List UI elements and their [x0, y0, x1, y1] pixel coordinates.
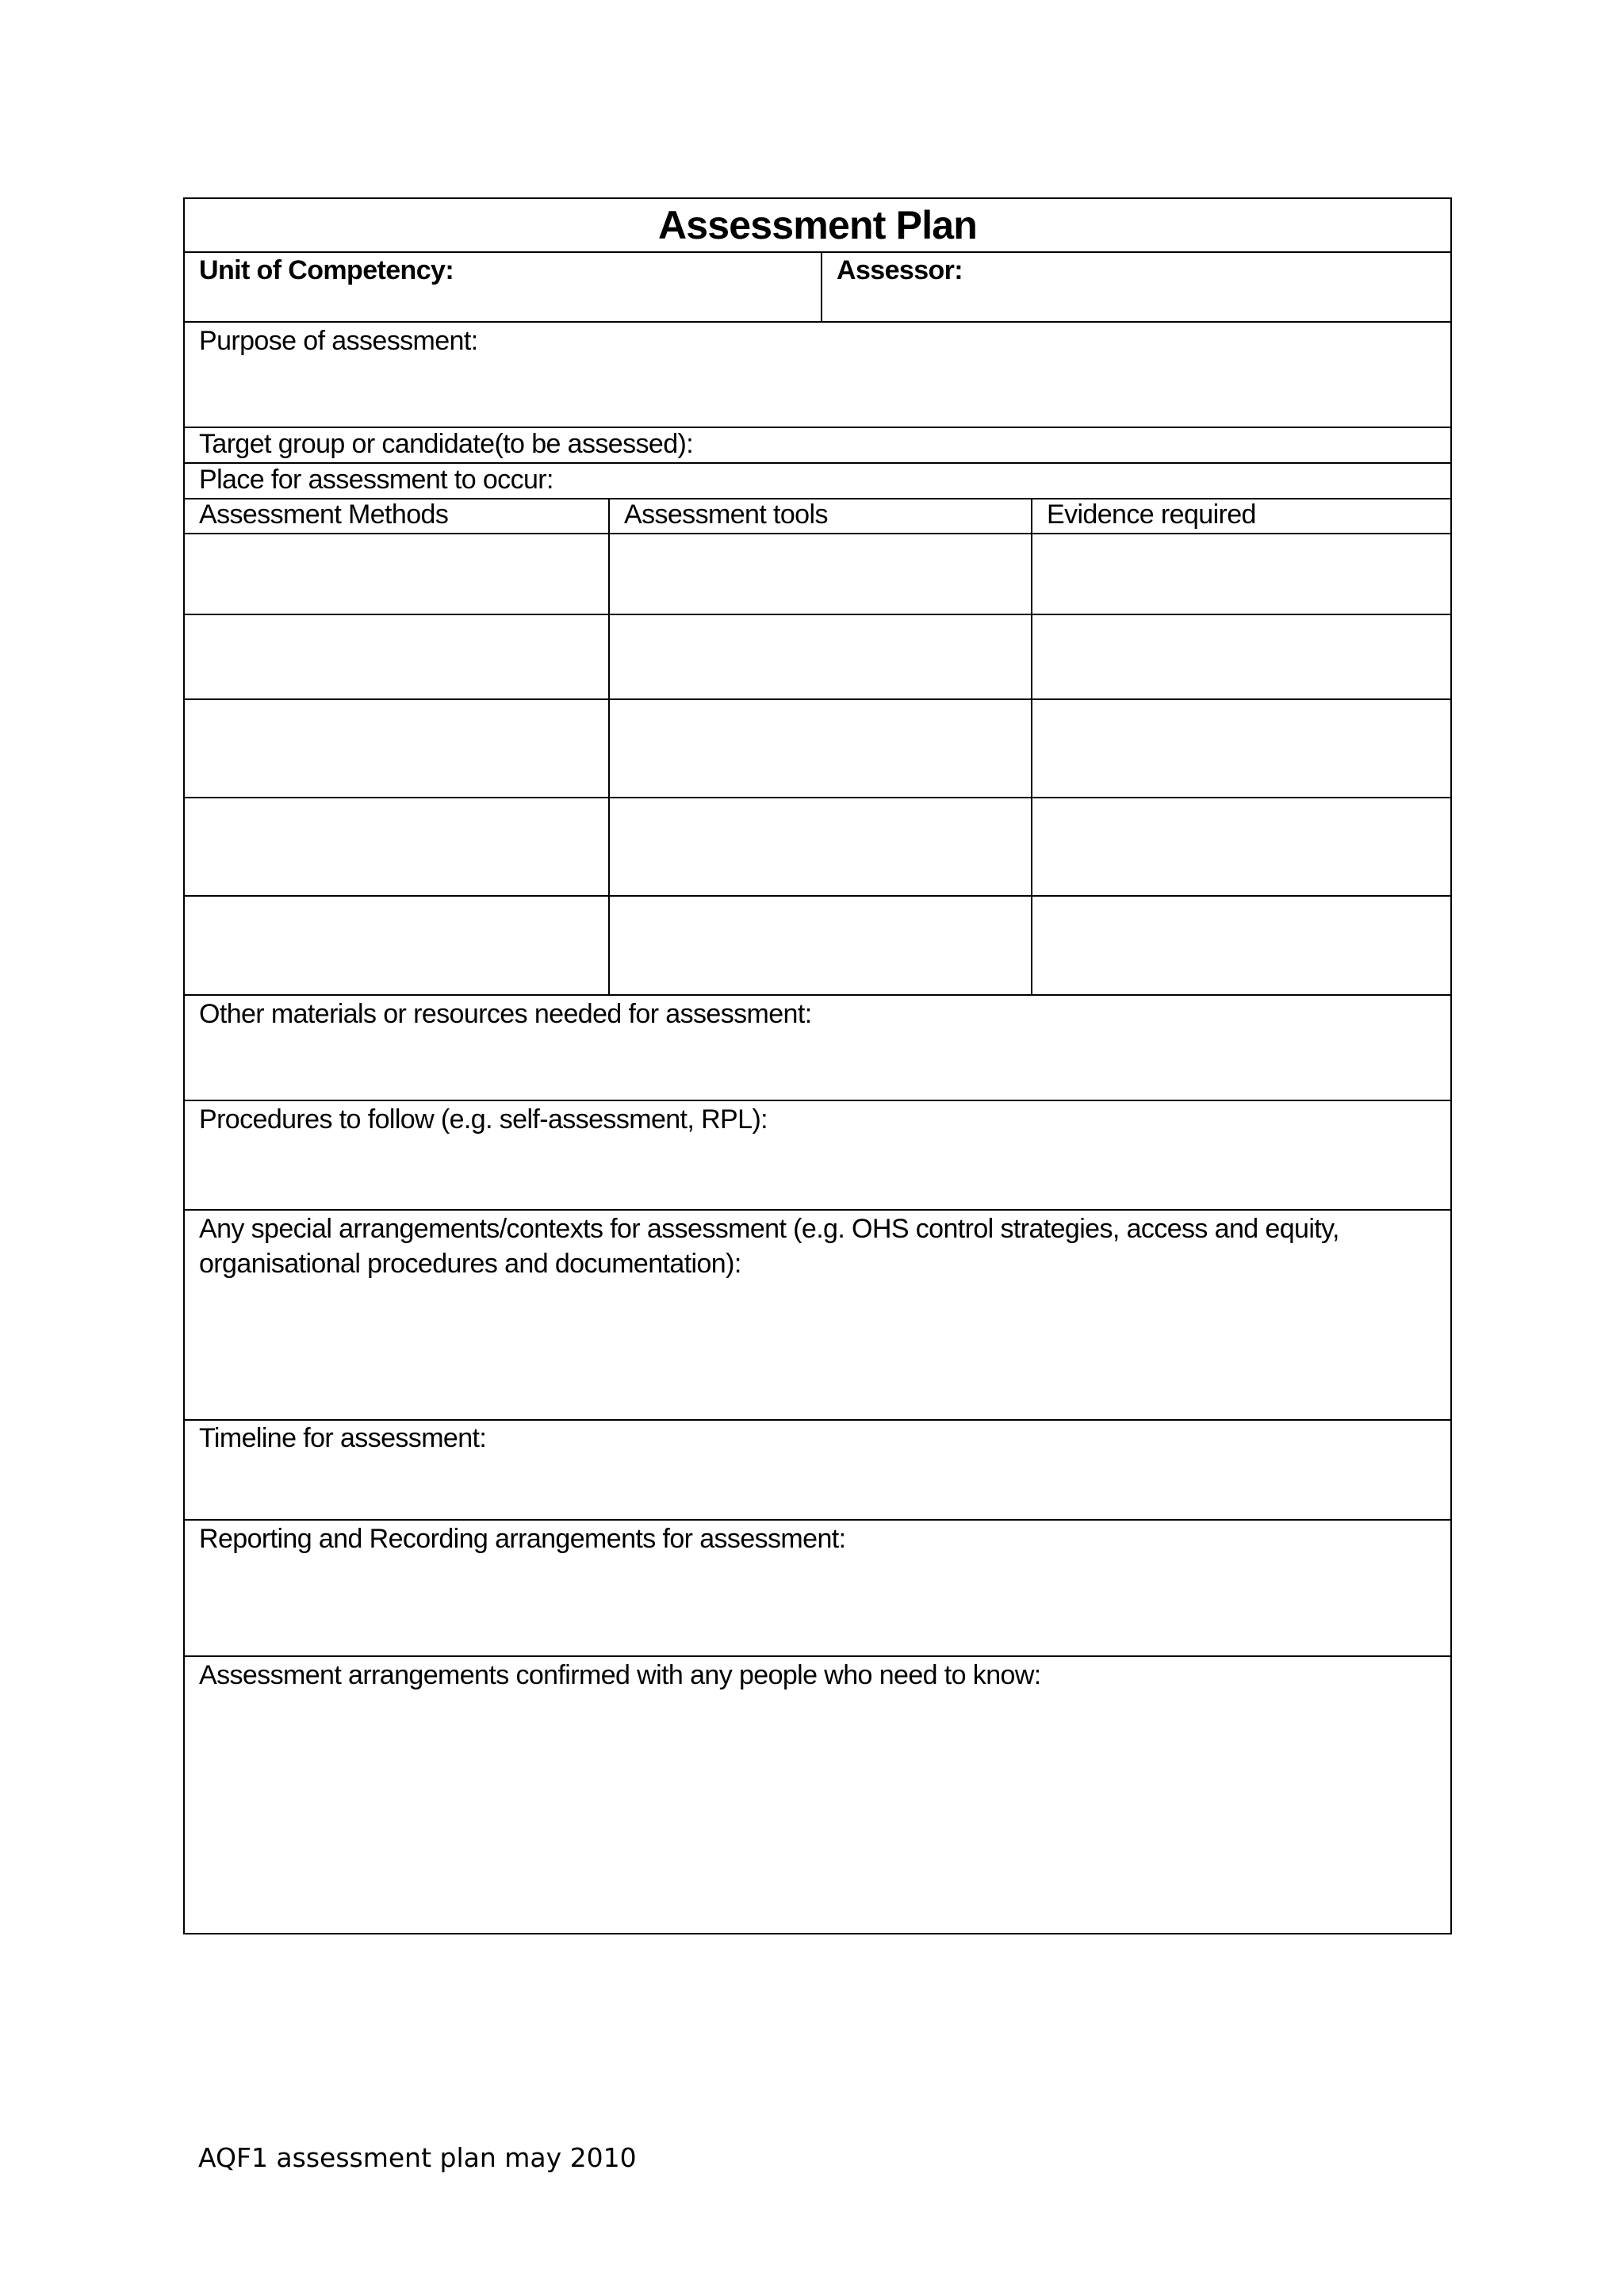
purpose-field[interactable]: [185, 321, 1450, 427]
evidence-cell[interactable]: [1031, 615, 1450, 698]
form-title: Assessment Plan: [657, 203, 978, 247]
column-header-evidence: Evidence required: [1031, 499, 1450, 533]
assessor-label: Assessor:: [837, 255, 963, 285]
target-group-field[interactable]: [185, 427, 1450, 462]
methods-table-header: [185, 498, 1450, 533]
tools-cell[interactable]: [608, 700, 1031, 797]
timeline-label: Timeline for assessment:: [199, 1423, 487, 1453]
methods-cell[interactable]: [185, 798, 608, 895]
table-row: [185, 533, 1450, 614]
purpose-label: Purpose of assessment:: [199, 326, 478, 356]
special-arrangements-label: Any special arrangements/contexts for assessment (e.g. OHS control strategies, access and equity, organisational procedures and documentation):: [199, 1214, 1339, 1279]
timeline-field[interactable]: [185, 1419, 1450, 1519]
unit-of-competency-field[interactable]: [185, 253, 821, 321]
unit-assessor-row: [185, 251, 1450, 321]
table-row: [185, 797, 1450, 895]
reporting-field[interactable]: [185, 1519, 1450, 1655]
title-row: [185, 199, 1450, 251]
special-arrangements-field[interactable]: [185, 1209, 1450, 1419]
table-row: [185, 698, 1450, 797]
evidence-cell[interactable]: [1031, 798, 1450, 895]
procedures-label: Procedures to follow (e.g. self-assessment, RPL):: [199, 1104, 768, 1135]
other-materials-field[interactable]: [185, 994, 1450, 1100]
arrangements-confirmed-label: Assessment arrangements confirmed with any people who need to know:: [199, 1660, 1041, 1690]
procedures-field[interactable]: [185, 1100, 1450, 1209]
tools-cell[interactable]: [608, 897, 1031, 994]
evidence-cell[interactable]: [1031, 534, 1450, 614]
table-row: [185, 614, 1450, 698]
page-footer: AQF1 assessment plan may 2010: [198, 2142, 637, 2173]
other-materials-label: Other materials or resources needed for assessment:: [199, 999, 812, 1029]
methods-cell[interactable]: [185, 615, 608, 698]
tools-cell[interactable]: [608, 534, 1031, 614]
column-header-methods: Assessment Methods: [199, 499, 449, 530]
target-group-label: Target group or candidate(to be assessed):: [199, 429, 694, 459]
table-row: [185, 895, 1450, 994]
place-field[interactable]: [185, 462, 1450, 498]
evidence-cell[interactable]: [1031, 897, 1450, 994]
reporting-label: Reporting and Recording arrangements for assessment:: [199, 1524, 846, 1554]
assessment-plan-form: [183, 197, 1452, 1934]
arrangements-confirmed-field[interactable]: [185, 1655, 1450, 1933]
tools-cell[interactable]: [608, 615, 1031, 698]
place-label: Place for assessment to occur:: [199, 465, 553, 495]
tools-cell[interactable]: [608, 798, 1031, 895]
methods-cell[interactable]: [185, 897, 608, 994]
unit-of-competency-label: Unit of Competency:: [199, 255, 454, 285]
column-header-tools: Assessment tools: [608, 499, 1031, 533]
evidence-cell[interactable]: [1031, 700, 1450, 797]
assessor-field[interactable]: [821, 253, 1450, 321]
methods-cell[interactable]: [185, 700, 608, 797]
methods-cell[interactable]: [185, 534, 608, 614]
